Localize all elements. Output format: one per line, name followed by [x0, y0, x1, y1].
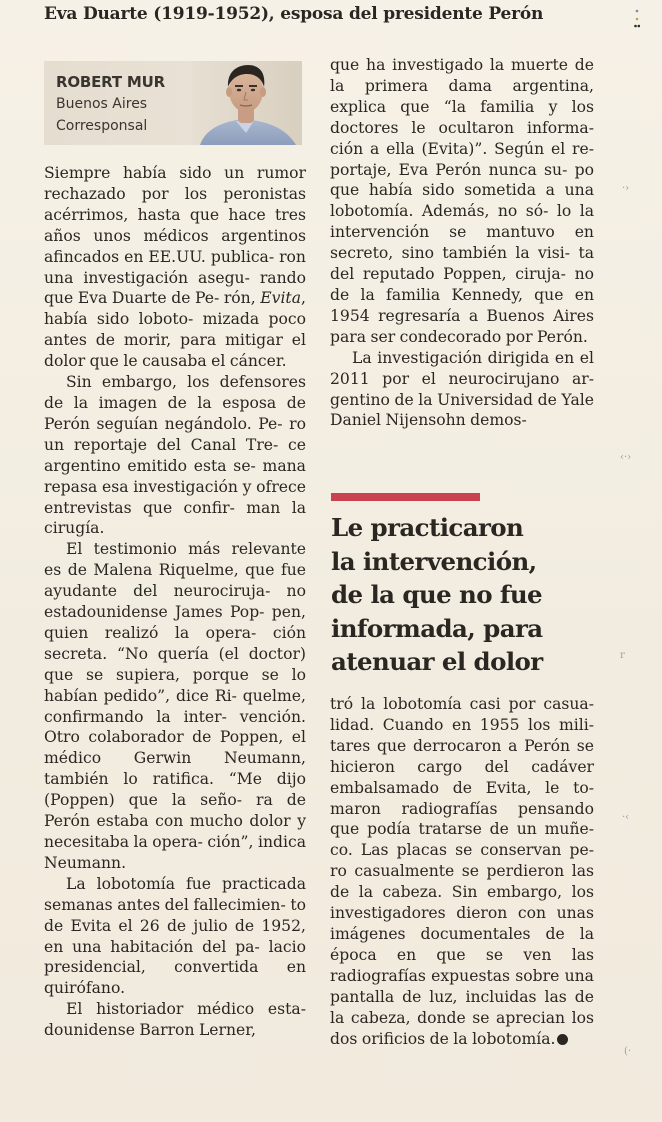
print-speck-icon: (·: [624, 1046, 632, 1057]
text-line: lidad. Cuando en 1955 los mili-: [330, 715, 594, 734]
text-line: en 1954 regresaría a Buenos: [330, 285, 594, 325]
text-line: se lo habían pedido”, dice Ri-: [44, 665, 306, 705]
text-line: se hicieron cargo del cadáver: [330, 736, 594, 776]
text-line: co. Las placas se conservan pe-: [330, 841, 594, 860]
text-line: explica que “la familia y los: [330, 97, 594, 116]
text-line: una pantalla de luz, incluidas: [330, 966, 594, 1006]
text-line: po que había sido sometida a: [330, 160, 594, 200]
text-line: no de la familia Kennedy, que: [330, 265, 594, 304]
article-column-left: [44, 163, 306, 1041]
article-end-bullet-icon: [557, 1034, 568, 1045]
pullquote-line: informada, para: [331, 613, 543, 643]
text-line: años unos médicos argentinos: [44, 226, 306, 245]
text-line: 1952, en una habitación del pa-: [44, 916, 306, 956]
article-column-right-bottom: [330, 694, 594, 1049]
text-line: ro casualmente se perdieron: [330, 862, 565, 881]
text-line: acérrimos, hasta que hace tres: [44, 205, 306, 224]
text-line: La investigación dirigida en: [352, 348, 575, 367]
paragraph-7: [330, 348, 594, 432]
text-line: Yale Daniel Nijensohn demos-: [330, 390, 594, 430]
article-column-right-top: [330, 55, 594, 431]
print-registration-mark: [634, 8, 640, 30]
text-line: los investigadores dieron con: [330, 883, 594, 923]
author-city: Buenos Aires: [56, 96, 148, 112]
print-speck-icon: r: [620, 650, 625, 661]
text-line: y ofrece entrevistas que confir-: [44, 477, 306, 517]
italic-name: Evita: [260, 289, 301, 308]
text-line: man la cirugía.: [44, 498, 306, 538]
text-line: semanas antes del fallecimien-: [44, 895, 286, 914]
text-line: dolor y necesitaba la opera-: [44, 812, 306, 851]
paragraph-4: [44, 874, 306, 999]
paragraph-3: [44, 539, 306, 874]
text-line: rando que Eva Duarte de Pe-: [44, 268, 306, 308]
text-line: afincados en EE.UU. publica-: [44, 247, 275, 266]
text-line: rechazado por los peronistas: [44, 184, 306, 203]
pullquote: [331, 511, 591, 679]
text-line: La lobotomía fue practicada: [66, 874, 306, 893]
text-line: las de la cabeza. Sin embargo,: [330, 862, 594, 902]
text-line: es de Malena Riquelme, que: [44, 561, 275, 580]
text-line: to de Evita el 26 de julio de: [44, 895, 306, 935]
text-line: una lobotomía. Además, no só-: [330, 181, 594, 221]
text-line: en quirófano.: [44, 958, 306, 998]
text-line: vención. Otro colaborador de: [44, 707, 306, 747]
text-line: ta del reputado Poppen, ciruja-: [330, 244, 595, 284]
pullquote-line: Le practicaron: [331, 513, 524, 542]
text-line: radiografías expuestas sobre: [330, 966, 560, 985]
author-role: Corresponsal: [56, 118, 148, 134]
pullquote-accent-rule: [331, 493, 480, 501]
text-line: lacio presidencial, convertida: [44, 937, 306, 977]
text-line: Perón seguían negándolo. Pe-: [44, 414, 283, 433]
text-line: ción a ella (Evita)”. Según el re-: [330, 139, 594, 158]
text-line: El historiador médico esta-: [66, 1000, 306, 1019]
text-line: fue ayudante del neurociruja-: [44, 561, 306, 601]
text-line: ro un reportaje del Canal Tre-: [44, 414, 306, 454]
paragraph-2: [44, 372, 306, 539]
text-line: portaje, Eva Perón nunca su-: [330, 160, 568, 179]
text-line: ra de Perón estaba con mucho: [44, 791, 306, 831]
text-line: en secreto, sino también la visi-: [330, 223, 594, 263]
text-line: quelme, confirmando la inter-: [44, 686, 306, 726]
text-line: Aires para ser condecorado: [330, 306, 594, 346]
text-line: de la primera dama argentina,: [330, 56, 595, 95]
text-line: no estadounidense James Pop-: [44, 582, 306, 622]
text-line: el 2011 por el neurocirujano ar-: [330, 348, 594, 388]
text-line: doctor) que se supiera, porque: [44, 644, 306, 684]
paragraph-6: [330, 55, 594, 348]
print-speck-icon: ·›: [622, 183, 630, 194]
text-line: tares que derrocaron a Perón: [330, 736, 571, 755]
text-line: que podía tratarse de un muñe-: [330, 820, 594, 839]
text-line: aprecian los dos orificios de la: [330, 1008, 594, 1048]
text-line: mizada poco antes de morir,: [44, 310, 306, 350]
text-line: ción secreta. “No quería (el: [44, 623, 306, 663]
pullquote-line: la intervención,: [331, 546, 537, 576]
text-line: ción”, indica Neumann.: [44, 833, 306, 872]
text-line: doctores le ocultaron informa-: [330, 118, 594, 137]
text-line: embalsamado de Evita, le to-: [330, 778, 594, 797]
text-line: dounidense Barron Lerner,: [44, 1021, 256, 1040]
author-photo: [192, 61, 302, 145]
text-line: unas imágenes documentales: [330, 904, 594, 943]
text-line: maron radiografías pensando: [330, 799, 594, 818]
print-speck-icon: ·‹: [622, 812, 630, 823]
author-byline: [44, 61, 302, 145]
text-line: lo la intervención se mantuvo: [330, 202, 594, 242]
text-line: tró la lobotomía casi por casua-: [330, 695, 594, 713]
text-line: de la imagen de la esposa de: [44, 393, 306, 412]
text-line: pen, quien realizó la opera-: [44, 603, 306, 642]
author-name: ROBERT MUR: [56, 73, 165, 91]
text-line: lobotomía.: [472, 1029, 556, 1048]
text-line: ron una investigación asegu-: [44, 247, 306, 287]
article-kicker-title: Eva Duarte (1919-1952), esposa del presidente Perón: [44, 4, 544, 24]
text-line: que ha investigado la muerte: [330, 56, 568, 74]
text-line: Sin embargo, los defensores: [66, 373, 306, 392]
text-line: Neumann, también lo ratifica.: [44, 749, 306, 789]
text-line: El testimonio más relevante: [66, 540, 306, 559]
print-speck-icon: ‹·›: [620, 452, 632, 463]
text-line: rón, Evita, había sido loboto-: [44, 289, 306, 329]
text-line: de la época en que se ven las: [330, 924, 594, 964]
text-line: mana repasa esa investigación: [44, 456, 306, 496]
text-line: por Perón.: [505, 327, 588, 346]
paragraph-1: [44, 163, 306, 372]
pullquote-line: atenuar el dolor: [331, 647, 543, 676]
pullquote-line: de la que no fue: [331, 580, 543, 609]
text-line: Poppen, el médico Gerwin: [44, 728, 306, 768]
text-line: ce argentino emitido esta se-: [44, 435, 306, 475]
text-line: “Me dijo (Poppen) que la seño-: [44, 770, 306, 810]
text-line: causaba el cáncer.: [142, 352, 287, 371]
paragraph-5: [44, 999, 306, 1041]
text-line: Siempre había sido un rumor: [44, 164, 306, 182]
text-line: gentino de la Universidad de: [330, 390, 557, 409]
text-line: para mitigar el dolor que le: [44, 331, 307, 371]
text-line: las de la cabeza, donde se: [330, 987, 594, 1027]
paragraph-8: [330, 694, 594, 1049]
